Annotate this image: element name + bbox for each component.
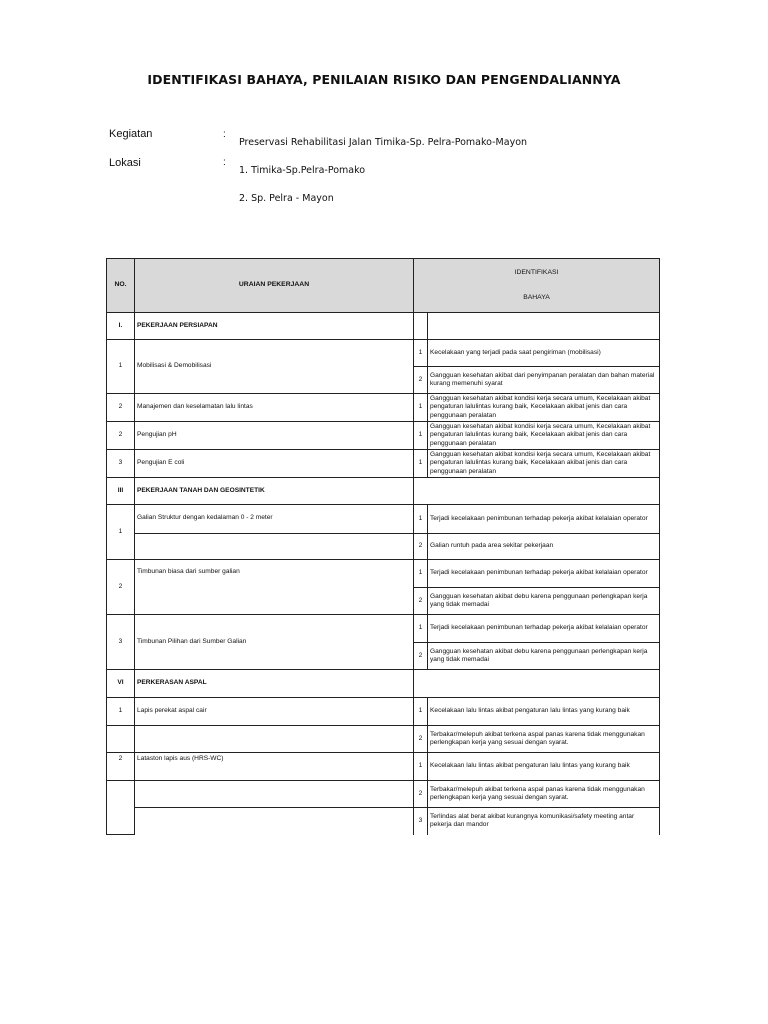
header-uraian: URAIAN PEKERJAAN <box>135 259 414 313</box>
row-uraian: Mobilisasi & Demobilisasi <box>135 340 414 394</box>
empty-cell <box>135 808 414 835</box>
hazard-no: 1 <box>414 422 428 450</box>
document-title: IDENTIFIKASI BAHAYA, PENILAIAN RISIKO DAN PENGENDALIANNYA <box>147 72 621 87</box>
section-no: VI <box>107 670 135 698</box>
hazard-no: 2 <box>414 534 428 560</box>
kegiatan-colon: : <box>223 129 226 140</box>
section-row <box>107 478 660 505</box>
hazard-text: Terbakar/melepuh akibat terkena aspal panas karena tidak menggunakan perlengkapan kerja yang sesuai dengan syarat. <box>428 781 660 808</box>
hazard-no: 1 <box>414 505 428 534</box>
section-title: PEKERJAAN PERSIAPAN <box>135 313 414 340</box>
hazard-no: 2 <box>414 781 428 808</box>
row-no: 2 <box>107 422 135 450</box>
hazard-text: Galian runtuh pada area sekitar pekerjaan <box>428 534 660 560</box>
table-row <box>107 422 660 450</box>
hazard-text: Terjadi kecelakaan penimbunan terhadap pekerja akibat kelalaian operator <box>428 560 660 588</box>
table-row <box>107 726 660 753</box>
kegiatan-label: Kegiatan <box>109 128 153 140</box>
row-no: 2 <box>107 394 135 422</box>
row-no: 3 <box>107 450 135 478</box>
empty-cell <box>107 726 135 753</box>
hazard-no: 2 <box>414 588 428 615</box>
hazard-text: Terbakar/melepuh akibat terkena aspal panas karena tidak menggunakan perlengkapan kerja yang sesuai dengan syarat. <box>428 726 660 753</box>
table-row <box>107 698 660 726</box>
hazard-no: 2 <box>414 643 428 670</box>
hazard-text: Gangguan kesehatan akibat dari penyimpanan peralatan dan bahan material kurang memenuhi syarat <box>428 367 660 394</box>
empty-cell <box>107 781 135 835</box>
hazard-no: 1 <box>414 698 428 726</box>
hazard-no: 3 <box>414 808 428 835</box>
hazard-text: Terjadi kecelakaan penimbunan terhadap pekerja akibat kelalaian operator <box>428 615 660 643</box>
section-row <box>107 670 660 698</box>
lokasi-label: Lokasi <box>109 157 141 169</box>
row-uraian: Timbunan Pilihan dari Sumber Galian <box>135 615 414 670</box>
row-no: 1 <box>107 505 135 560</box>
table-row <box>107 808 660 835</box>
row-no: 3 <box>107 615 135 670</box>
hazard-no: 1 <box>414 753 428 781</box>
row-no: 2 <box>107 753 135 781</box>
header-identifikasi <box>414 259 660 313</box>
table-header <box>107 259 660 313</box>
hazard-no: 2 <box>414 726 428 753</box>
empty-cell <box>414 670 660 698</box>
hazard-text: Gangguan kesehatan akibat kondisi kerja secara umum, Kecelakaan akibat pengaturan lalulintas kurang baik, Kecelakaan akibat jenis dan cara penggunaan peralatan <box>428 394 660 422</box>
kegiatan-value: Preservasi Rehabilitasi Jalan Timika-Sp. Pelra-Pomako-Mayon <box>239 137 528 148</box>
empty-cell <box>414 478 660 505</box>
table-row <box>107 450 660 478</box>
row-uraian: Pengujian pH <box>135 422 414 450</box>
header-identifikasi-label: IDENTIFIKASI <box>514 268 559 276</box>
table-row <box>107 781 660 808</box>
row-uraian: Pengujian E coli <box>135 450 414 478</box>
hazard-text: Terjadi kecelakaan penimbunan terhadap pekerja akibat kelalaian operator <box>428 505 660 534</box>
hazard-text: Kecelakaan yang terjadi pada saat pengiriman (mobilisasi) <box>428 340 660 367</box>
header-bahaya-label: BAHAYA <box>523 293 550 301</box>
empty-cell <box>135 781 414 808</box>
row-no: 2 <box>107 560 135 615</box>
section-title: PERKERASAN ASPAL <box>135 670 414 698</box>
lokasi-colon: : <box>223 157 226 168</box>
empty-cell <box>135 726 414 753</box>
hazard-no: 1 <box>414 450 428 478</box>
table-row <box>107 394 660 422</box>
hazard-text: Terlindas alat berat akibat kurangnya komunikasi/safety meeting antar pekerja dan mandor <box>428 808 660 835</box>
row-no: 1 <box>107 340 135 394</box>
lokasi-value-1: 1. Timika-Sp.Pelra-Pomako <box>239 165 366 176</box>
row-uraian: Timbunan biasa dari sumber galian <box>135 560 414 615</box>
hazard-text: Gangguan kesehatan akibat kondisi kerja secara umum, Kecelakaan akibat pengaturan lalulintas kurang baik, Kecelakaan akibat jenis dan cara penggunaan peralatan <box>428 422 660 450</box>
hazard-text: Kecelakaan lalu lintas akibat pengaturan lalu lintas yang kurang baik <box>428 753 660 781</box>
empty-cell <box>428 313 660 340</box>
section-title: PEKERJAAN TANAH DAN GEOSINTETIK <box>135 478 414 505</box>
row-uraian: Lapis perekat aspal cair <box>135 698 414 726</box>
section-no: III <box>107 478 135 505</box>
hazard-no: 2 <box>414 367 428 394</box>
empty-cell <box>135 534 414 560</box>
hazard-text: Gangguan kesehatan akibat kondisi kerja secara umum, Kecelakaan akibat pengaturan lalulintas kurang baik, Kecelakaan akibat jenis dan cara penggunaan peralatan <box>428 450 660 478</box>
lokasi-value-2: 2. Sp. Pelra - Mayon <box>239 193 334 204</box>
row-no: 1 <box>107 698 135 726</box>
table-row <box>107 505 660 534</box>
table-row <box>107 615 660 643</box>
hazard-text: Gangguan kesehatan akibat debu karena penggunaan perlengkapan kerja yang tidak memadai <box>428 643 660 670</box>
header-no: NO. <box>107 259 135 313</box>
hazard-table <box>106 258 660 835</box>
hazard-no: 1 <box>414 394 428 422</box>
row-uraian: Galian Struktur dengan kedalaman 0 - 2 meter <box>135 505 414 534</box>
hazard-text: Kecelakaan lalu lintas akibat pengaturan lalu lintas yang kurang baik <box>428 698 660 726</box>
hazard-no: 1 <box>414 340 428 367</box>
table-row <box>107 560 660 588</box>
section-no: I. <box>107 313 135 340</box>
hazard-no: 1 <box>414 615 428 643</box>
empty-cell <box>414 313 428 340</box>
table-row <box>107 534 660 560</box>
section-row <box>107 313 660 340</box>
hazard-text: Gangguan kesehatan akibat debu karena penggunaan perlengkapan kerja yang tidak memadai <box>428 588 660 615</box>
hazard-no: 1 <box>414 560 428 588</box>
table-row <box>107 340 660 367</box>
table-row <box>107 753 660 781</box>
row-uraian: Lataston lapis aus (HRS-WC) <box>135 753 414 781</box>
row-uraian: Manajemen dan keselamatan lalu lintas <box>135 394 414 422</box>
